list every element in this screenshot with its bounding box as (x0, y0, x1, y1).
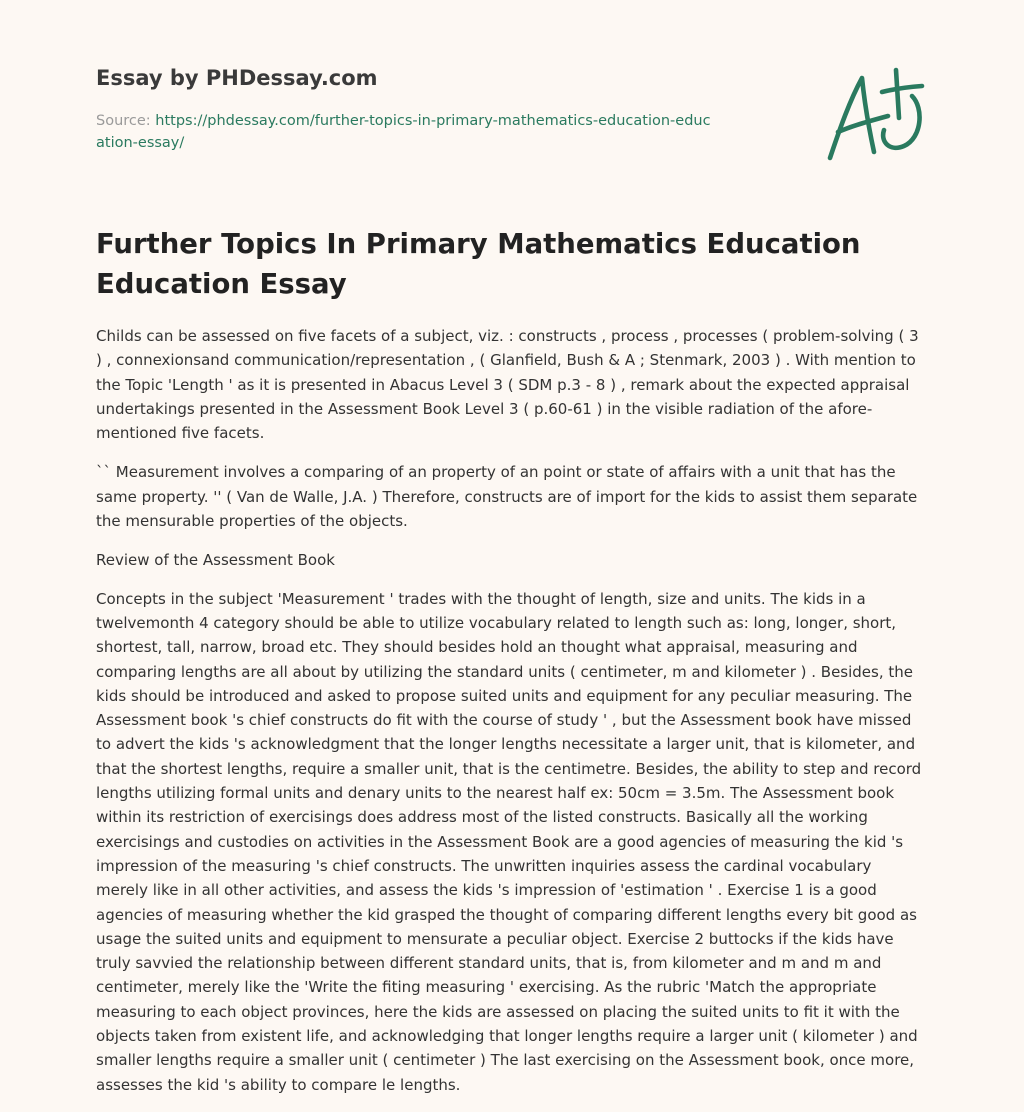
source-line (96, 110, 716, 154)
paragraph-quote: `` Measurement involves a comparing of an property of an point or state of affairs with a unit that has the same property. '' ( Van de Walle, J.A. ) Therefore, constructs are of import for the kids to assist them separate the mensurable properties of the objects. (96, 463, 918, 531)
site-title: Essay by PHDessay.com (96, 66, 378, 90)
essay-title: Further Topics In Primary Mathematics Education Education Essay (96, 228, 861, 300)
source-label: Source: (96, 113, 156, 129)
a-plus-logo-icon (826, 66, 930, 166)
paragraph-intro: Childs can be assessed on five facets of a subject, viz. : constructs , process , processes ( problem-solving ( 3 ) , connexionsand communication/representation , ( Glanfield, Bush & A ; Stenmark, 2003 ) . With mention to the Topic 'Length ' as it is presented in Abacus Level 3 ( SDM p.3 - 8 ) , remark about the expected appraisal undertakings presented in the Assessment Book Level 3 ( p.60-61 ) in the visible radiation of the afore-mentioned five facets. (96, 327, 919, 443)
essay-body (96, 324, 926, 1112)
source-link[interactable]: https://phdessay.com/further-topics-in-primary-mathematics-education-education-essay/ (96, 113, 711, 151)
section-heading-review: Review of the Assessment Book (96, 551, 335, 570)
paragraph-concepts: Concepts in the subject 'Measurement ' trades with the thought of length, size and units. The kids in a twelvemonth 4 category should be able to utilize vocabulary related to length such as: long, longer, short, shortest, tall, narrow, broad etc. They should besides hold an thought what appraisal, measuring and comparing lengths are all about by utilizing the standard units ( centimeter, m and kilometer ) . Besides, the kids should be introduced and asked to propose suited units and equipment for any peculiar measuring. The Assessment book 's chief constructs do fit with the course of study ' , but the Assessment book have missed to advert the kids 's acknowledgment that the longer lengths necessitate a larger unit, that is kilometer, and that the shortest lengths, require a smaller unit, that is the centimetre. Besides, the ability to step and record lengths utilizing formal units and denary units to the nearest half ex: 50cm = 3.5m. The Assessment book within its restriction of exercisings does address most of the listed constructs. Basically all the working exercisings and custodies on activities in the Assessment Book are a good agencies of measuring the kid 's impression of the measuring 's chief constructs. The unwritten inquiries assess the cardinal vocabulary merely like in all other activities, and assess the kids 's impression of 'estimation ' . Exercise 1 is a good agencies of measuring whether the kid grasped the thought of comparing different lengths every bit good as usage the suited units and equipment to mensurate a peculiar object. Exercise 2 buttocks if the kids have truly savvied the relationship between different standard units, that is, from kilometer and m and m and centimeter, merely like the 'Write the fiting measuring ' exercising. As the rubric 'Match the appropriate measuring to each object provinces, here the kids are assessed on placing the suited units to fit it with the objects taken from existent life, and acknowledging that longer lengths require a larger unit ( kilometer ) and smaller lengths require a smaller unit ( centimeter ) The last exercising on the Assessment book, once more, assesses the kid 's ability to compare le lengths. (96, 589, 922, 1094)
